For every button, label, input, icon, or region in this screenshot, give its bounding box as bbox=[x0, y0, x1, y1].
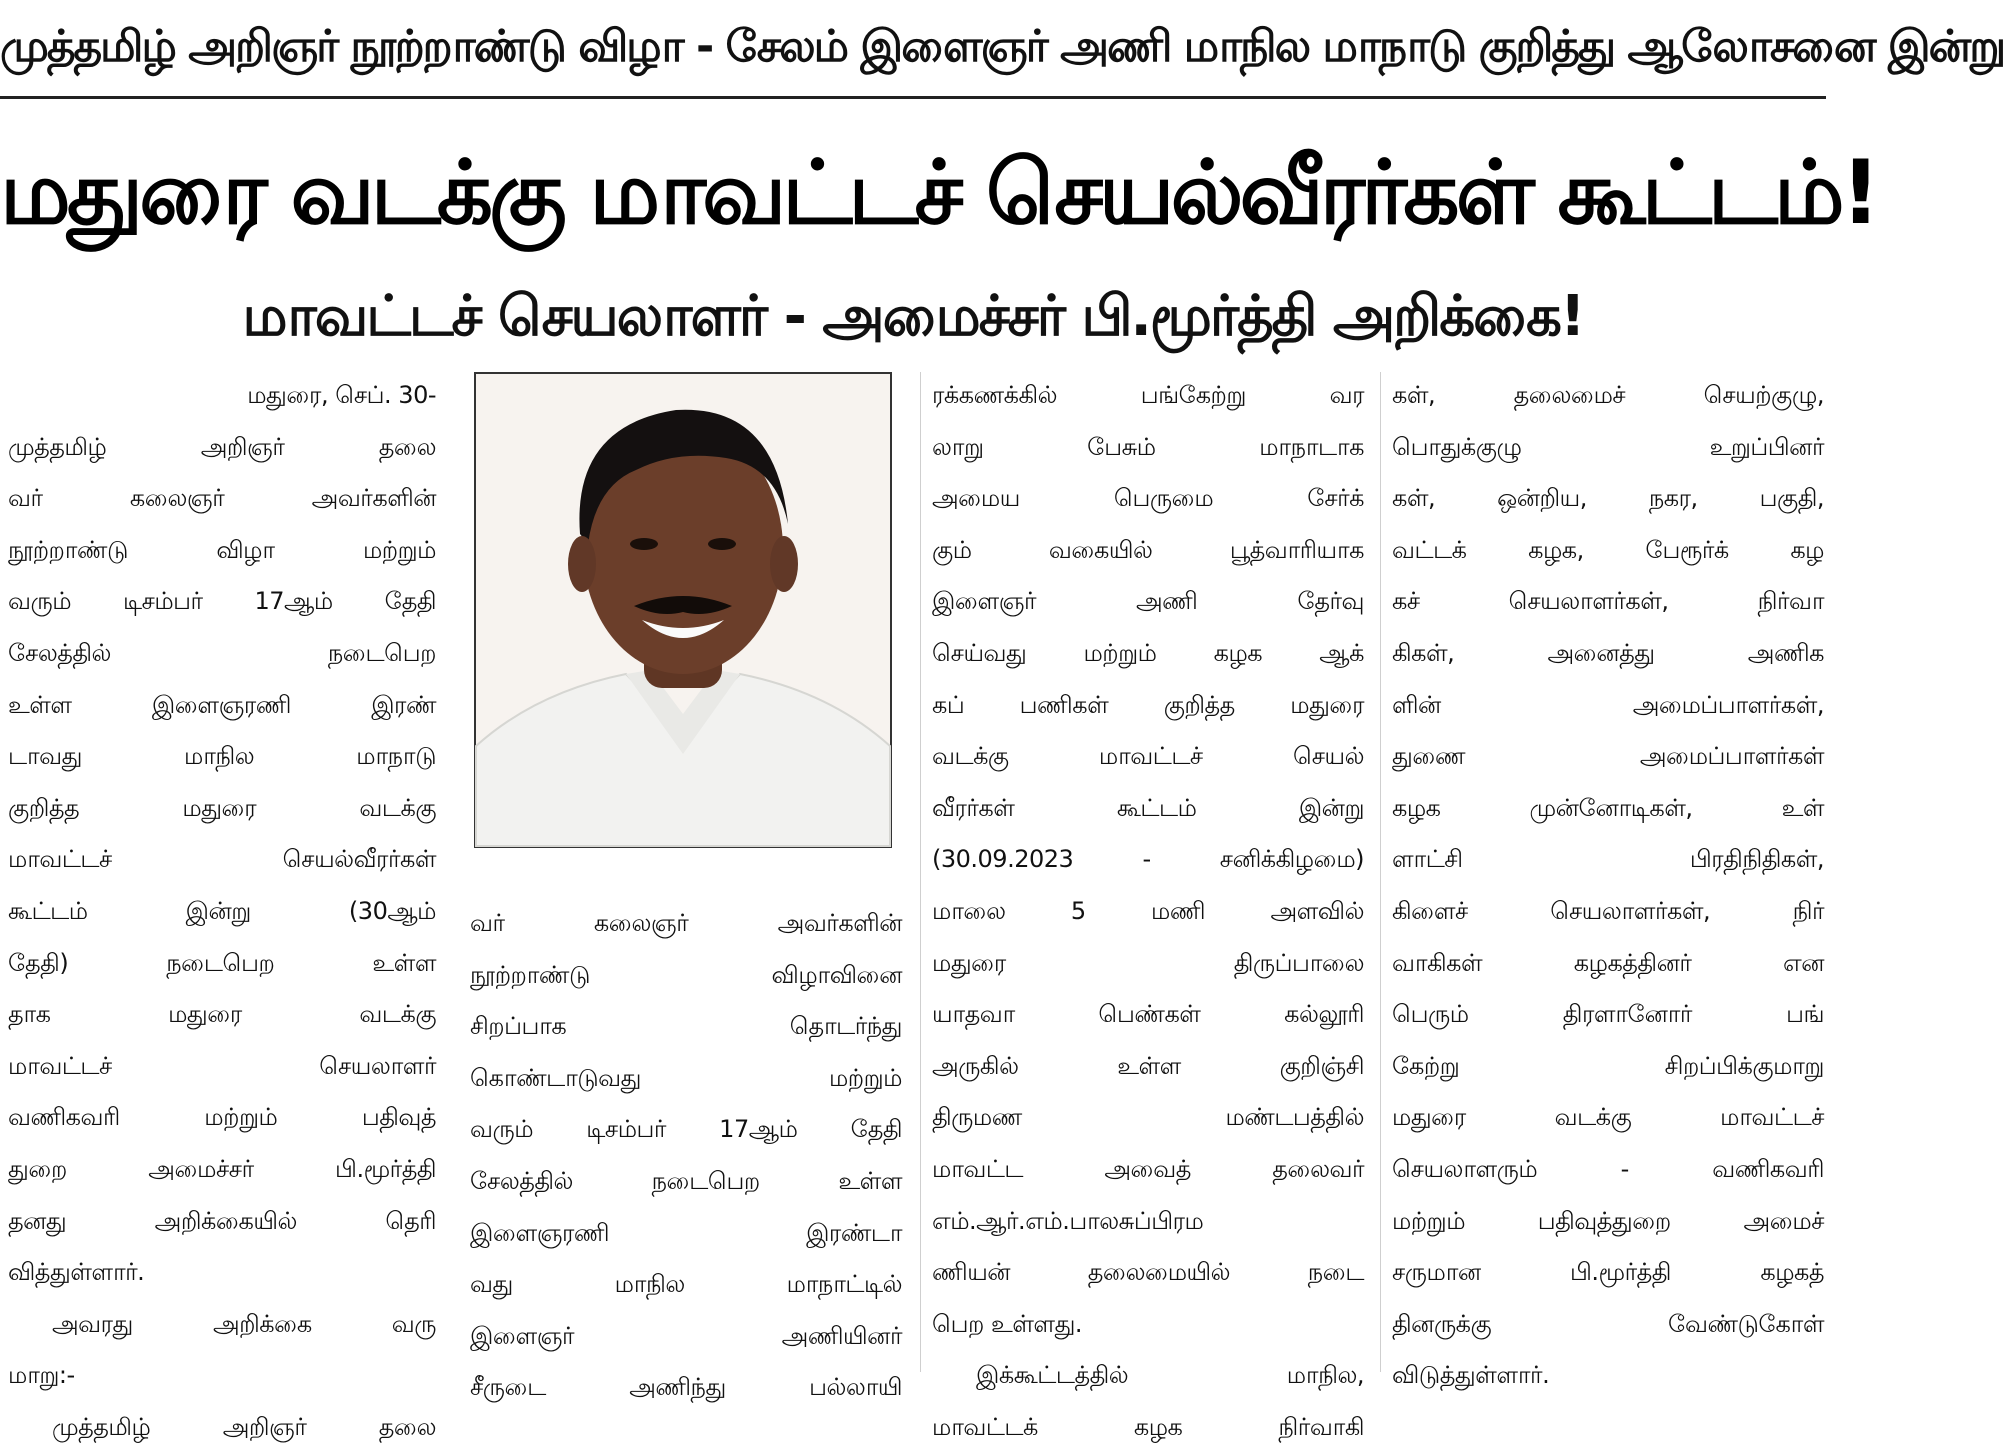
article-text-line: மாறு:- bbox=[8, 1361, 75, 1390]
article-text-line: வரும் டிசம்பர் 17ஆம் தேதி bbox=[8, 587, 436, 616]
column-separator bbox=[1380, 372, 1381, 1372]
article-text-line: மதுரை, செப். 30- bbox=[247, 381, 436, 409]
article-text-line: செயலாளரும் - வணிகவரி bbox=[1392, 1154, 1824, 1183]
article-text-line: குறித்த மதுரை வடக்கு bbox=[8, 793, 436, 822]
article-text-line: கிகள், அனைத்து அணிக bbox=[1392, 638, 1824, 667]
article-text-line: தேதி) நடைபெற உள்ள bbox=[8, 948, 436, 977]
article-text-line: டாவது மாநில மாநாடு bbox=[8, 742, 436, 771]
article-column-2 bbox=[470, 898, 902, 1402]
article-column-1 bbox=[8, 370, 436, 1441]
article-text-line: மதுரை வடக்கு மாவட்டச் bbox=[1392, 1103, 1824, 1132]
article-text-line: மாலை 5 மணி அளவில் bbox=[932, 896, 1364, 925]
article-text-line: கிளைச் செயலாளர்கள், நிர் bbox=[1392, 896, 1824, 925]
article-text-line: கச் செயலாளர்கள், நிர்வா bbox=[1392, 587, 1824, 616]
article-text-line: வணிகவரி மற்றும் பதிவுத் bbox=[8, 1103, 436, 1132]
portrait-photo bbox=[474, 372, 892, 848]
photo-ear-left bbox=[568, 536, 596, 592]
article-column-4 bbox=[1392, 370, 1824, 1390]
photo-eye-right bbox=[708, 538, 736, 550]
article-text-line: வரும் டிசம்பர் 17ஆம் தேதி bbox=[470, 1115, 902, 1144]
article-text-line: அருகில் உள்ள குறிஞ்சி bbox=[932, 1051, 1364, 1080]
article-column-3 bbox=[932, 370, 1364, 1441]
article-text-line: அமைய பெருமை சேர்க் bbox=[932, 484, 1364, 513]
article-text-line: மாவட்டக் கழக நிர்வாகி bbox=[932, 1412, 1364, 1441]
article-text-line: லாறு பேசும் மாநாடாக bbox=[932, 432, 1364, 461]
header-rule bbox=[0, 96, 1826, 99]
article-text-line: துணை அமைப்பாளர்கள் bbox=[1392, 742, 1824, 771]
article-text-line: தாக மதுரை வடக்கு bbox=[8, 1000, 436, 1029]
article-text-line: சேலத்தில் நடைபெற உள்ள bbox=[470, 1166, 902, 1195]
article-text-line: நூற்றாண்டு விழாவினை bbox=[470, 960, 902, 989]
article-text-line: முத்தமிழ் அறிஞர் தலை bbox=[52, 1412, 436, 1441]
article-text-line: கள், ஒன்றிய, நகர, பகுதி, bbox=[1392, 484, 1824, 513]
article-text-line: வடக்கு மாவட்டச் செயல் bbox=[932, 742, 1364, 771]
article-text-line: யாதவா பெண்கள் கல்லூரி bbox=[932, 1000, 1364, 1029]
article-text-line: கும் வகையில் பூத்வாரியாக bbox=[932, 535, 1364, 564]
article-text-line: (30.09.2023 - சனிக்கிழமை) bbox=[932, 845, 1364, 874]
photo-eye-left bbox=[630, 538, 658, 550]
article-text-line: இளைஞரணி இரண்டா bbox=[470, 1218, 902, 1247]
article-text-line: கூட்டம் இன்று (30ஆம் bbox=[8, 896, 436, 925]
article-text-line: மாவட்டச் செயலாளர் bbox=[8, 1051, 436, 1080]
article-text-line: எம்.ஆர்.எம்.பாலசுப்பிரம bbox=[932, 1206, 1204, 1235]
article-text-line: கொண்டாடுவது மற்றும் bbox=[470, 1063, 902, 1092]
article-text-line: தனது அறிக்கையில் தெரி bbox=[8, 1206, 436, 1235]
article-text-line: மாவட்ட அவைத் தலைவர் bbox=[932, 1154, 1364, 1183]
article-text-line: வாகிகள் கழகத்தினர் என bbox=[1392, 948, 1824, 977]
article-text-line: பெற உள்ளது. bbox=[932, 1309, 1083, 1338]
article-text-line: ளாட்சி பிரதிநிதிகள், bbox=[1392, 845, 1824, 874]
kicker-line: முத்தமிழ் அறிஞர் நூற்றாண்டு விழா - சேலம் இளைஞர் அணி மாநில மாநாடு குறித்து ஆலோசனை இன்று bbox=[0, 21, 2004, 72]
portrait-photo-icon bbox=[476, 374, 890, 846]
article-text-line: கப் பணிகள் குறித்த மதுரை bbox=[932, 690, 1364, 719]
article-text-line: கேற்று சிறப்பிக்குமாறு bbox=[1392, 1051, 1824, 1080]
article-text-line: விடுத்துள்ளார். bbox=[1392, 1361, 1550, 1390]
article-text-line: திருமண மண்டபத்தில் bbox=[932, 1103, 1364, 1132]
article-text-line: மற்றும் பதிவுத்துறை அமைச் bbox=[1392, 1206, 1824, 1235]
article-text-line: வீரர்கள் கூட்டம் இன்று bbox=[932, 793, 1364, 822]
article-text-line: முத்தமிழ் அறிஞர் தலை bbox=[8, 432, 436, 461]
article-text-line: அவரது அறிக்கை வரு bbox=[52, 1309, 436, 1338]
article-text-line: வட்டக் கழக, பேரூர்க் கழ bbox=[1392, 535, 1824, 564]
article-text-line: தினருக்கு வேண்டுகோள் bbox=[1392, 1309, 1824, 1338]
headline: மதுரை வடக்கு மாவட்டச் செயல்வீரர்கள் கூட்டம்! bbox=[0, 141, 1877, 244]
article-text-line: ரக்கணக்கில் பங்கேற்று வர bbox=[932, 381, 1364, 409]
article-text-line: வது மாநில மாநாட்டில் bbox=[470, 1270, 902, 1299]
article-text-line: வித்துள்ளார். bbox=[8, 1258, 145, 1287]
article-text-line: இளைஞர் அணியினர் bbox=[470, 1321, 902, 1350]
article-text-line: கள், தலைமைச் செயற்குழு, bbox=[1392, 381, 1824, 409]
article-text-line: துறை அமைச்சர் பி.மூர்த்தி bbox=[8, 1154, 436, 1183]
article-text-line: பொதுக்குழு உறுப்பினர் bbox=[1392, 432, 1824, 461]
article-text-line: இக்கூட்டத்தில் மாநில, bbox=[976, 1361, 1364, 1390]
column-separator bbox=[920, 372, 921, 1372]
article-text-line: சேலத்தில் நடைபெற bbox=[8, 638, 436, 667]
article-text-line: மதுரை திருப்பாலை bbox=[932, 948, 1364, 977]
article-text-line: சிறப்பாக தொடர்ந்து bbox=[470, 1012, 902, 1041]
subheadline: மாவட்டச் செயலாளர் - அமைச்சர் பி.மூர்த்தி அறிக்கை! bbox=[242, 284, 1584, 349]
article-text-line: பெரும் திரளானோர் பங் bbox=[1392, 1000, 1824, 1029]
article-text-line: ணியன் தலைமையில் நடை bbox=[932, 1258, 1364, 1287]
article-text-line: செய்வது மற்றும் கழக ஆக் bbox=[932, 638, 1364, 667]
photo-ear-right bbox=[770, 536, 798, 592]
article-text-line: உள்ள இளைஞரணி இரண் bbox=[8, 690, 436, 719]
article-text-line: வர் கலைஞர் அவர்களின் bbox=[8, 484, 436, 513]
article-text-line: இளைஞர் அணி தேர்வு bbox=[932, 587, 1364, 616]
article-text-line: கழக முன்னோடிகள், உள் bbox=[1392, 793, 1824, 822]
article-text-line: சீருடை அணிந்து பல்லாயி bbox=[470, 1373, 902, 1402]
article-text-line: மாவட்டச் செயல்வீரர்கள் bbox=[8, 845, 436, 874]
article-text-line: வர் கலைஞர் அவர்களின் bbox=[470, 909, 902, 937]
article-text-line: நூற்றாண்டு விழா மற்றும் bbox=[8, 535, 436, 564]
article-text-line: ளின் அமைப்பாளர்கள், bbox=[1392, 690, 1824, 719]
article-text-line: சருமான பி.மூர்த்தி கழகத் bbox=[1392, 1258, 1824, 1287]
